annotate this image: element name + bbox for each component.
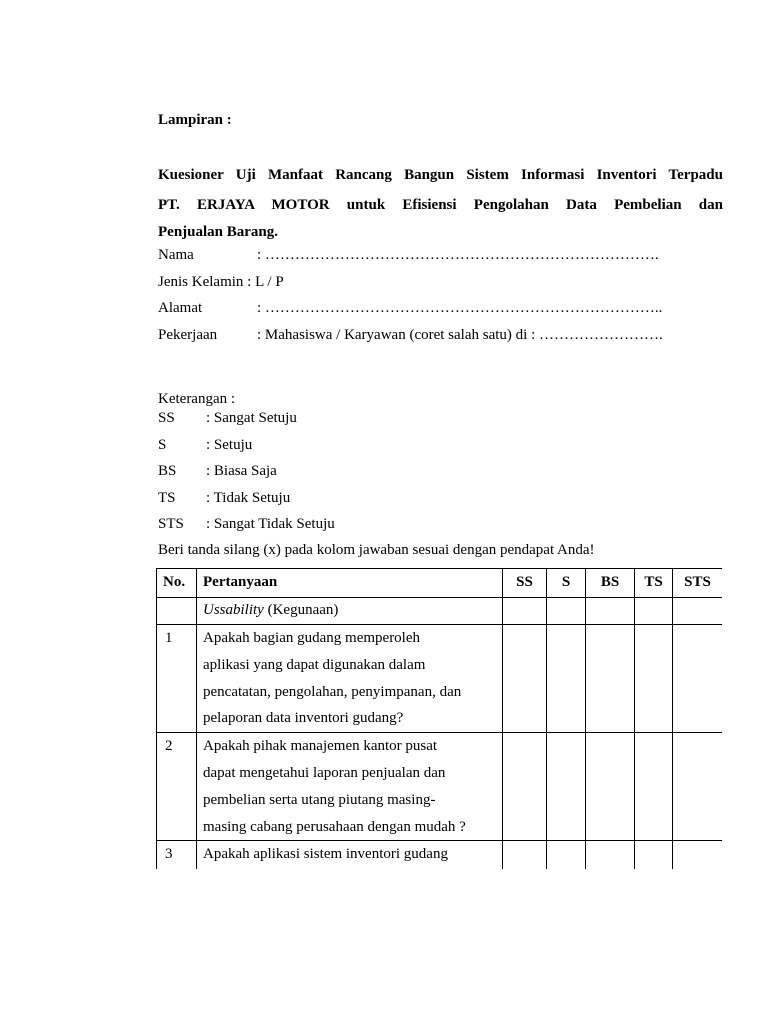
legend-desc: : Tidak Setuju (206, 489, 291, 506)
question-line: dapat mengetahui laporan penjualan dan (203, 764, 446, 781)
questionnaire-table-wrap (156, 568, 722, 869)
question-number: 3 (157, 841, 197, 869)
section-name-rest: (Kegunaan) (263, 602, 339, 618)
table-row (157, 841, 723, 869)
answer-cell-s[interactable] (547, 733, 586, 841)
gender-text: Jenis Kelamin : L / P (158, 273, 284, 290)
legend-title: Keterangan : (158, 391, 236, 407)
answer-cell-s[interactable] (547, 625, 586, 733)
section-label (197, 598, 503, 625)
legend-code: STS (158, 516, 184, 532)
answer-cell[interactable] (503, 598, 547, 625)
instruction-text: Beri tanda silang (x) pada kolom jawaban sesuai dengan pendapat Anda! (158, 542, 595, 558)
question-number: 1 (157, 625, 197, 733)
question-line: pencatatan, pengolahan, penyimpanan, dan (203, 683, 462, 700)
answer-cell-ss[interactable] (503, 841, 547, 869)
table-row (157, 625, 723, 733)
answer-cell-bs[interactable] (586, 733, 635, 841)
section-no-cell (157, 598, 197, 625)
legend-code: SS (158, 410, 175, 426)
header-ss: SS (503, 569, 547, 598)
table-header-row (157, 569, 723, 598)
header-no: No. (157, 569, 197, 598)
answer-cell-sts[interactable] (673, 841, 723, 869)
legend-desc: : Setuju (206, 436, 253, 453)
answer-cell-ss[interactable] (503, 733, 547, 841)
question-line: Apakah aplikasi sistem inventori gudang (203, 846, 448, 863)
legend-code: BS (158, 463, 177, 479)
question-text (197, 625, 503, 733)
question-line: pelaporan data inventori gudang? (203, 710, 404, 727)
legend-code: TS (158, 489, 176, 506)
question-line: pembelian serta utang piutang masing- (203, 791, 436, 808)
legend-desc: : Sangat Tidak Setuju (206, 516, 335, 532)
question-line: aplikasi yang dapat digunakan dalam (203, 656, 426, 673)
answer-cell[interactable] (673, 598, 723, 625)
question-number: 2 (157, 733, 197, 841)
table-row (157, 733, 723, 841)
answer-cell[interactable] (586, 598, 635, 625)
answer-cell-ts[interactable] (635, 625, 673, 733)
questionnaire-table (156, 568, 722, 869)
question-text (197, 733, 503, 841)
answer-cell-sts[interactable] (673, 733, 723, 841)
name-label: Nama (158, 247, 194, 263)
occupation-label: Pekerjaan (158, 326, 218, 343)
answer-cell-bs[interactable] (586, 841, 635, 869)
answer-cell-bs[interactable] (586, 625, 635, 733)
answer-cell-s[interactable] (547, 841, 586, 869)
section-row (157, 598, 723, 625)
question-line: Apakah pihak manajemen kantor pusat (203, 738, 438, 755)
appendix-heading: Lampiran : (158, 112, 232, 128)
question-line-continuation (203, 868, 496, 869)
address-label: Alamat (158, 300, 203, 317)
name-field: : ……………………………………………………………………. (257, 247, 659, 263)
legend-desc: : Biasa Saja (206, 463, 277, 479)
questionnaire-title (158, 160, 723, 244)
header-question: Pertanyaan (197, 569, 503, 598)
section-name-italic: Ussability (203, 602, 264, 618)
answer-cell-ss[interactable] (503, 625, 547, 733)
header-ts: TS (635, 569, 673, 598)
answer-cell-ts[interactable] (635, 841, 673, 869)
header-s: S (547, 569, 586, 598)
answer-cell-sts[interactable] (673, 625, 723, 733)
question-text (197, 841, 503, 869)
question-line: masing cabang perusahaan dengan mudah ? (203, 818, 466, 835)
legend-code: S (158, 436, 167, 453)
answer-cell-ts[interactable] (635, 733, 673, 841)
title-line: PT. ERJAYA MOTOR untuk Efisiensi Pengolahan Data Pembelian dan (158, 197, 723, 213)
address-field: : …………………………………………………………………….. (257, 300, 663, 317)
answer-cell[interactable] (547, 598, 586, 625)
title-line: Penjualan Barang. (158, 224, 279, 240)
title-line: Kuesioner Uji Manfaat Rancang Bangun Sistem Informasi Inventori Terpadu (158, 167, 723, 183)
legend-desc: : Sangat Setuju (206, 410, 297, 426)
question-line: Apakah bagian gudang memperoleh (203, 630, 421, 646)
occupation-field: : Mahasiswa / Karyawan (coret salah satu) di : ……………………. (257, 326, 663, 343)
header-bs: BS (586, 569, 635, 598)
header-sts: STS (673, 569, 723, 598)
answer-cell[interactable] (635, 598, 673, 625)
